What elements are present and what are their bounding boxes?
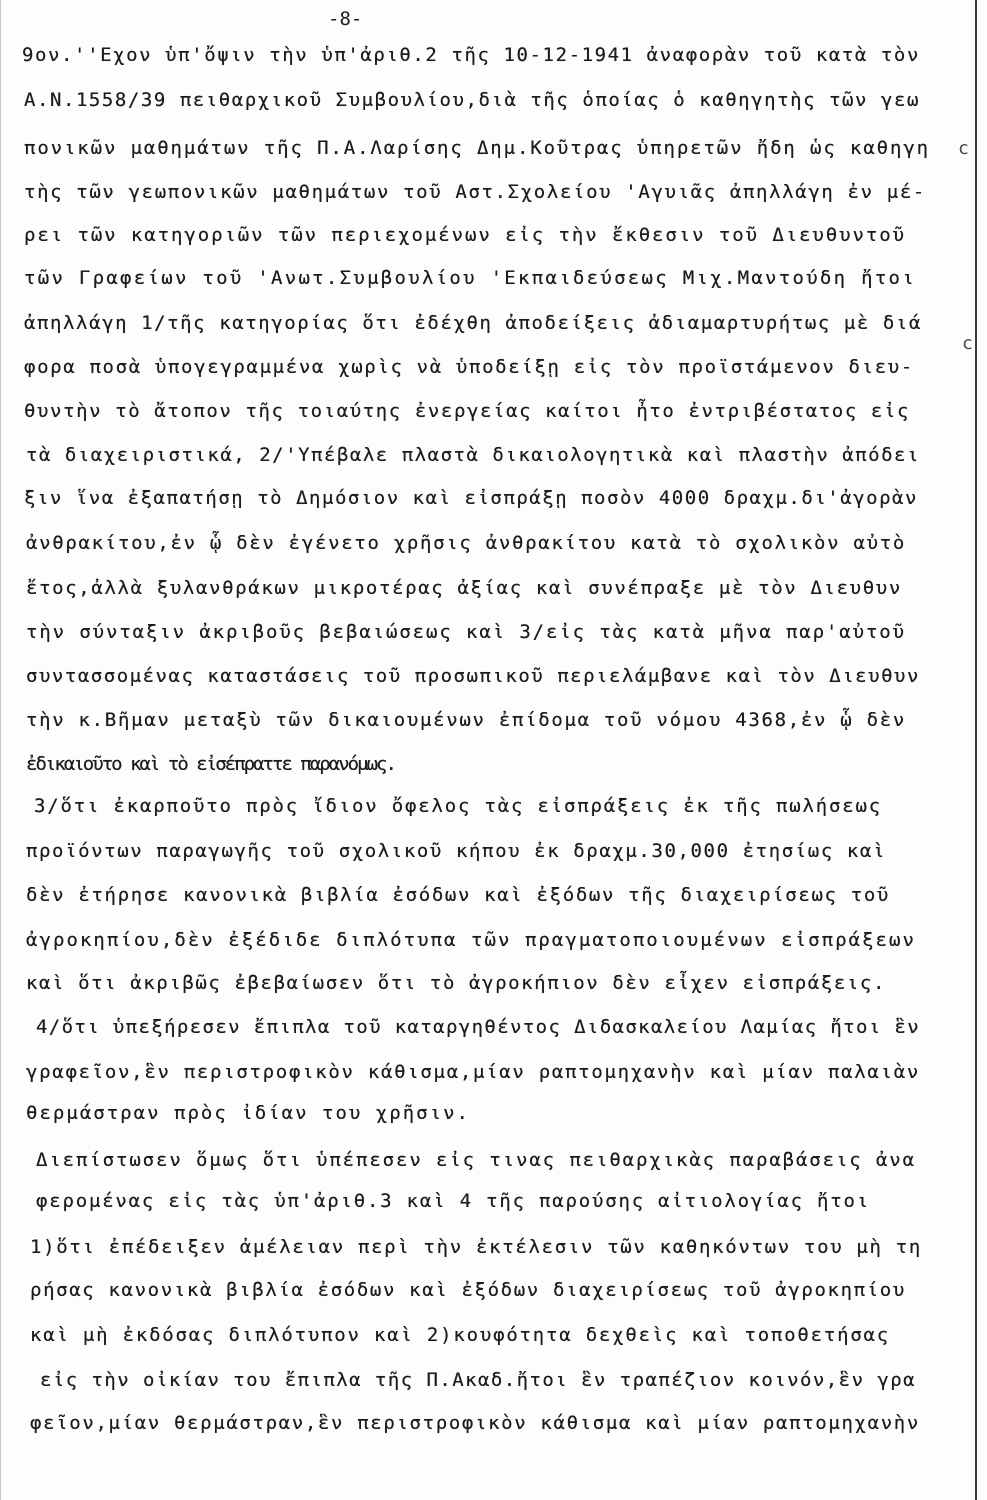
- text-line: Διεπίστωσεν ὅμως ὅτι ὑπέπεσεν εἰς τινας πειθαρχικὰς παραβάσεις ἀνα: [36, 1149, 916, 1171]
- text-line: 1)ὅτι ἐπέδειξεν ἀμέλειαν περὶ τὴν ἐκτέλεσιν τῶν καθηκόντων του μὴ τη: [30, 1236, 923, 1258]
- text-line: φορα ποσὰ ὑπογεγραμμένα χωρὶς νὰ ὑποδείξῃ εἰς τὸν προϊστάμενον διευ-: [24, 356, 914, 378]
- text-line: τῶν Γραφείων τοῦ 'Ανωτ.Συμβουλίου 'Εκπαιδεύσεως Μιχ.Μαντούδη ἤτοι: [24, 267, 916, 289]
- text-line: δὲν ἐτήρησε κανονικὰ βιβλία ἐσόδων καὶ ἐξόδων τῆς διαχειρίσεως τοῦ: [26, 884, 891, 906]
- text-line: Α.Ν.1558/39 πειθαρχικοῦ Συμβουλίου,διὰ τῆς ὁποίας ὁ καθηγητὴς τῶν γεω: [24, 89, 920, 111]
- text-line: ξιν ἵνα ἐξαπατήσῃ τὸ Δημόσιον καὶ εἰσπράξῃ ποσὸν 4000 δραχμ.δι'ἀγορὰν: [24, 487, 918, 509]
- text-line: συντασσομένας καταστάσεις τοῦ προσωπικοῦ περιελάμβανε καὶ τὸν Διευθυν: [26, 665, 920, 687]
- text-line: τὴν σύνταξιν ἀκριβοῦς βεβαιώσεως καὶ 3/εἰς τὰς κατὰ μῆνα παρ'αὐτοῦ: [26, 621, 906, 643]
- text-line: καὶ ὅτι ἀκριβῶς ἐβεβαίωσεν ὅτι τὸ ἀγροκήπιον δὲν εἶχεν εἰσπράξεις.: [26, 972, 886, 994]
- text-line: θερμάστραν πρὸς ἰδίαν του χρῆσιν.: [26, 1102, 470, 1124]
- text-line: ρήσας κανονικὰ βιβλία ἐσόδων καὶ ἐξόδων διαχειρίσεως τοῦ ἀγροκηπίου: [30, 1279, 906, 1301]
- text-line: φερομένας εἰς τὰς ὑπ'ἀριθ.3 καὶ 4 τῆς παρούσης αἰτιολογίας ἤτοι: [36, 1190, 870, 1212]
- page-right-edge: [975, 0, 977, 1500]
- page-left-edge: [0, 0, 1, 1500]
- text-line: προϊόντων παραγωγῆς τοῦ σχολικοῦ κήπου ἐκ δραχμ.30,000 ἐτησίως καὶ: [26, 840, 886, 862]
- text-line: τὴς τῶν γεωπονικῶν μαθημάτων τοῦ Αστ.Σχολείου 'Αγυιᾶς ἀπηλλάγη ἐν μέ-: [24, 181, 926, 203]
- text-line: τὰ διαχειριστικά, 2/'Υπέβαλε πλαστὰ δικαιολογητικὰ καὶ πλαστὴν ἀπόδει: [26, 444, 920, 466]
- text-line: θυντὴν τὸ ἄτοπον τῆς τοιαύτης ἐνεργείας καίτοι ἦτο ἐντριβέστατος εἰς: [24, 400, 910, 422]
- text-line: 9ον.''Εχον ὑπ'ὄψιν τὴν ὑπ'ἀριθ.2 τῆς 10-12-1941 ἀναφορὰν τοῦ κατὰ τὸν: [22, 44, 920, 66]
- text-line: καὶ μὴ ἐκδόσας διπλότυπον καὶ 2)κουφότητα δεχθεὶς καὶ τοποθετήσας: [30, 1324, 891, 1346]
- text-line: ἀπηλλάγη 1/τῆς κατηγορίας ὅτι ἐδέχθη ἀποδείξεις ἀδιαμαρτυρήτως μὲ διά: [24, 312, 922, 334]
- text-line: γραφεῖον,ἓν περιστροφικὸν κάθισμα,μίαν ραπτομηχανὴν καὶ μίαν παλαιὰν: [26, 1061, 920, 1083]
- text-line: πονικῶν μαθημάτων τῆς Π.Α.Λαρίσης Δημ.Κοῦτρας ὑπηρετῶν ἤδη ὡς καθηγη: [24, 137, 930, 159]
- text-line: 4/ὅτι ὑπεξήρεσεν ἔπιπλα τοῦ καταργηθέντος Διδασκαλείου Λαμίας ἤτοι ἓν: [36, 1016, 921, 1038]
- text-line: ρει τῶν κατηγοριῶν τῶν περιεχομένων εἰς τὴν ἔκθεσιν τοῦ Διευθυντοῦ: [24, 224, 906, 246]
- text-line: ἔτος,ἀλλὰ ξυλανθράκων μικροτέρας ἀξίας καὶ συνέπραξε μὲ τὸν Διευθυν: [26, 577, 902, 599]
- text-line: εἰς τὴν οἰκίαν του ἔπιπλα τῆς Π.Ακαδ.ἤτοι ἓν τραπέζιον κοινόν,ἓν γρα: [40, 1369, 916, 1391]
- margin-mark: c: [962, 333, 973, 354]
- margin-mark: c: [958, 138, 969, 159]
- text-line: 3/ὅτι ἐκαρποῦτο πρὸς ἴδιον ὄφελος τὰς εἰσπράξεις ἐκ τῆς πωλήσεως: [34, 795, 882, 817]
- text-line: ἐδικαιοῦτο καὶ τὸ εἰσέπραττε παρανόμως.: [26, 753, 395, 775]
- text-line: ἀγροκηπίου,δὲν ἐξέδιδε διπλότυπα τῶν πραγματοποιουμένων εἰσπράξεων: [26, 929, 917, 951]
- text-line: τὴν κ.Βῆμαν μεταξὺ τῶν δικαιουμένων ἐπίδομα τοῦ νόμου 4368,ἐν ᾧ δὲν: [26, 709, 906, 731]
- page-number: -8-: [328, 8, 363, 30]
- text-line: ἀνθρακίτου,ἐν ᾧ δὲν ἐγένετο χρῆσις ἀνθρακίτου κατὰ τὸ σχολικὸν αὐτὸ: [26, 532, 906, 554]
- text-line: φεῖον,μίαν θερμάστραν,ἓν περιστροφικὸν κάθισμα καὶ μίαν ραπτομηχανὴν: [30, 1412, 920, 1434]
